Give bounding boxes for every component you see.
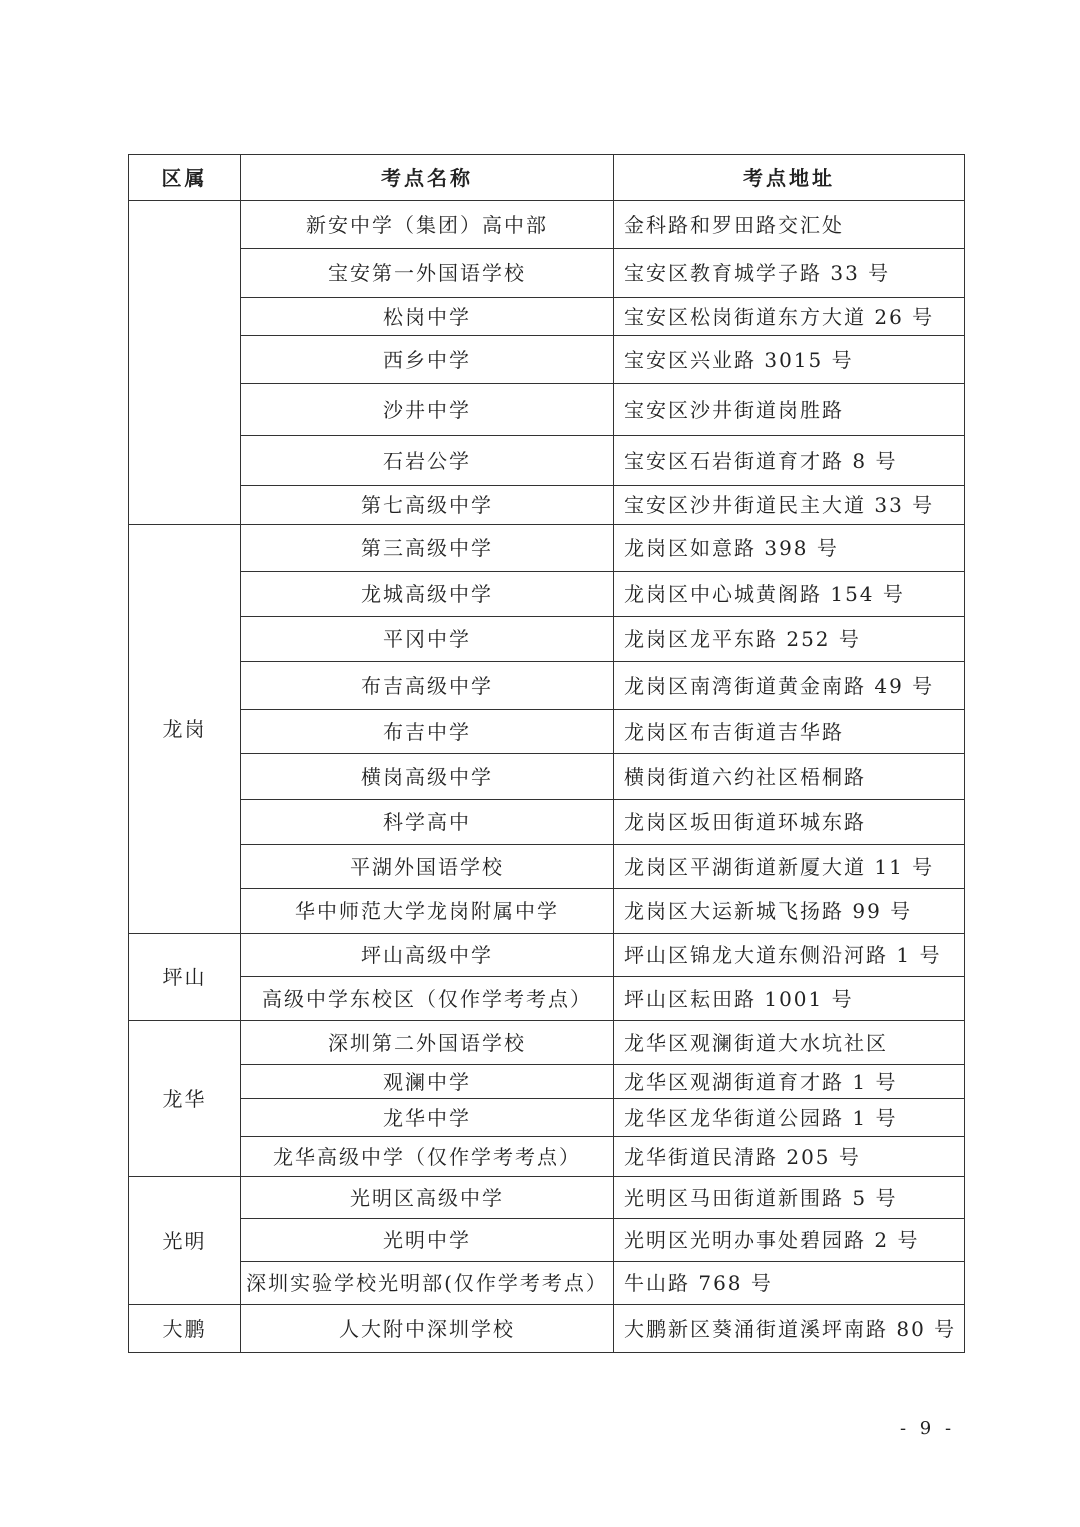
table-row <box>129 384 965 436</box>
district-cell <box>129 201 241 525</box>
site-address-text: 宝安区教育城学子路 33 号 <box>624 261 891 285</box>
site-address-cell <box>614 1021 965 1065</box>
site-name-cell: 第三高级中学 <box>241 525 614 572</box>
site-address-text: 龙岗区大运新城飞扬路 99 号 <box>624 899 913 923</box>
site-name-cell: 第七高级中学 <box>241 486 614 525</box>
site-address-cell <box>614 1219 965 1262</box>
site-name-cell: 人大附中深圳学校 <box>241 1305 614 1353</box>
site-name-cell: 宝安第一外国语学校 <box>241 249 614 298</box>
table-row <box>129 1099 965 1137</box>
site-name-cell: 横岗高级中学 <box>241 754 614 800</box>
table-row <box>129 845 965 889</box>
table-row <box>129 754 965 800</box>
site-address-text: 光明区马田街道新围路 5 号 <box>624 1185 898 1210</box>
table-row <box>129 1021 965 1065</box>
site-address-cell <box>614 934 965 977</box>
site-address-text: 龙岗区如意路 398 号 <box>624 536 839 560</box>
site-address-cell <box>614 977 965 1021</box>
district-cell: 龙岗 <box>129 525 241 934</box>
site-address-cell <box>614 1262 965 1305</box>
page-number: - 9 - <box>900 1418 956 1439</box>
header-district: 区属 <box>129 155 241 201</box>
site-address-text: 金科路和罗田路交汇处 <box>624 212 844 237</box>
header-site-address: 考点地址 <box>614 155 965 201</box>
table-row <box>129 525 965 572</box>
site-address-text: 龙华区龙华街道公园路 1 号 <box>624 1105 898 1130</box>
table-row <box>129 800 965 845</box>
site-address-text: 横岗街道六约社区梧桐路 <box>624 764 866 789</box>
table-row <box>129 1262 965 1305</box>
table-row <box>129 710 965 754</box>
site-address-text: 宝安区沙井街道民主大道 33 号 <box>624 493 935 517</box>
site-address-cell <box>614 249 965 298</box>
site-address-cell <box>614 845 965 889</box>
site-address-text: 宝安区沙井街道岗胜路 <box>624 397 844 422</box>
site-address-cell <box>614 298 965 336</box>
table-row <box>129 1065 965 1099</box>
site-address-text: 龙岗区布吉街道吉华路 <box>624 719 844 744</box>
site-name-cell: 光明中学 <box>241 1219 614 1262</box>
site-address-cell <box>614 754 965 800</box>
site-address-text: 龙华区观澜街道大水坑社区 <box>624 1030 888 1055</box>
table-row <box>129 298 965 336</box>
site-address-text: 牛山路 768 号 <box>624 1271 773 1295</box>
site-address-text: 龙岗区龙平东路 252 号 <box>624 627 861 651</box>
table-row <box>129 617 965 662</box>
site-address-text: 大鹏新区葵涌街道溪坪南路 80 号 <box>624 1316 957 1341</box>
table-row <box>129 977 965 1021</box>
site-address-cell <box>614 436 965 486</box>
site-address-cell <box>614 800 965 845</box>
site-address-cell <box>614 617 965 662</box>
site-address-text: 龙岗区南湾街道黄金南路 49 号 <box>624 673 935 698</box>
site-name-cell: 石岩公学 <box>241 436 614 486</box>
site-name-cell: 华中师范大学龙岗附属中学 <box>241 889 614 934</box>
site-address-cell <box>614 384 965 436</box>
table-row <box>129 934 965 977</box>
site-name-cell: 龙城高级中学 <box>241 572 614 617</box>
site-name-cell: 龙华中学 <box>241 1099 614 1137</box>
site-name-cell: 深圳第二外国语学校 <box>241 1021 614 1065</box>
table-row <box>129 486 965 525</box>
site-address-cell <box>614 525 965 572</box>
site-address-cell <box>614 486 965 525</box>
site-name-cell: 沙井中学 <box>241 384 614 436</box>
table-row <box>129 1177 965 1219</box>
site-address-text: 宝安区松岗街道东方大道 26 号 <box>624 304 935 329</box>
site-name-cell: 观澜中学 <box>241 1065 614 1099</box>
header-site-name: 考点名称 <box>241 155 614 201</box>
site-name-cell: 龙华高级中学（仅作学考考点） <box>241 1137 614 1177</box>
site-address-cell <box>614 710 965 754</box>
table-row <box>129 662 965 710</box>
site-address-cell <box>614 889 965 934</box>
site-name-cell: 光明区高级中学 <box>241 1177 614 1219</box>
table-row <box>129 201 965 249</box>
site-name-cell: 深圳实验学校光明部(仅作学考考点） <box>241 1262 614 1305</box>
district-cell: 龙华 <box>129 1021 241 1177</box>
site-name-cell: 松岗中学 <box>241 298 614 336</box>
district-cell: 光明 <box>129 1177 241 1305</box>
district-cell: 坪山 <box>129 934 241 1021</box>
site-address-text: 坪山区耘田路 1001 号 <box>624 986 854 1011</box>
table-row <box>129 889 965 934</box>
table-row <box>129 336 965 384</box>
table-row <box>129 249 965 298</box>
site-address-text: 龙岗区坂田街道环城东路 <box>624 810 866 834</box>
site-address-cell <box>614 336 965 384</box>
site-address-text: 光明区光明办事处碧园路 2 号 <box>624 1228 920 1252</box>
table-row <box>129 1137 965 1177</box>
site-address-text: 宝安区石岩街道育才路 8 号 <box>624 448 898 473</box>
site-name-cell: 布吉高级中学 <box>241 662 614 710</box>
site-name-cell: 布吉中学 <box>241 710 614 754</box>
site-address-cell <box>614 1305 965 1353</box>
site-name-cell: 西乡中学 <box>241 336 614 384</box>
site-address-text: 宝安区兴业路 3015 号 <box>624 347 854 372</box>
site-address-cell <box>614 1177 965 1219</box>
site-name-cell: 坪山高级中学 <box>241 934 614 977</box>
site-address-text: 龙华街道民清路 205 号 <box>624 1144 861 1169</box>
table-row <box>129 1219 965 1262</box>
table-row <box>129 572 965 617</box>
site-name-cell: 新安中学（集团）高中部 <box>241 201 614 249</box>
site-address-cell <box>614 1137 965 1177</box>
site-address-cell <box>614 662 965 710</box>
site-address-cell <box>614 1065 965 1099</box>
site-address-cell <box>614 201 965 249</box>
site-address-text: 坪山区锦龙大道东侧沿河路 1 号 <box>624 943 942 967</box>
table-row <box>129 436 965 486</box>
site-address-cell <box>614 1099 965 1137</box>
site-name-cell: 平冈中学 <box>241 617 614 662</box>
exam-site-table <box>128 154 965 1353</box>
site-name-cell: 平湖外国语学校 <box>241 845 614 889</box>
site-address-text: 龙岗区中心城黄阁路 154 号 <box>624 582 905 606</box>
site-name-cell: 高级中学东校区（仅作学考考点） <box>241 977 614 1021</box>
table-row <box>129 1305 965 1353</box>
site-address-text: 龙岗区平湖街道新厦大道 11 号 <box>624 854 935 879</box>
site-name-cell: 科学高中 <box>241 800 614 845</box>
district-cell: 大鹏 <box>129 1305 241 1353</box>
site-address-text: 龙华区观湖街道育才路 1 号 <box>624 1069 898 1094</box>
site-address-cell <box>614 572 965 617</box>
header-row <box>129 155 965 201</box>
